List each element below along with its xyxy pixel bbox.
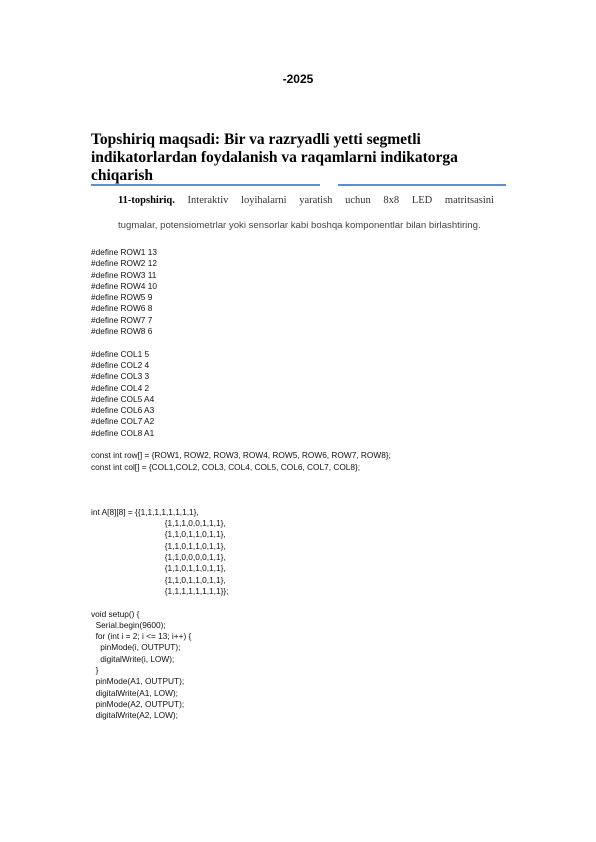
task-word: LED bbox=[411, 195, 433, 206]
task-word: yaratish bbox=[299, 195, 333, 206]
code-line: #define ROW7 7 bbox=[91, 314, 153, 325]
code-line: #define COL5 A4 bbox=[91, 393, 155, 404]
code-line: {1,1,0,1,1,0,1,1}, bbox=[91, 574, 226, 585]
code-line: digitalWrite(A1, LOW); bbox=[91, 687, 178, 698]
code-line: #define ROW4 10 bbox=[91, 280, 157, 291]
task-description bbox=[118, 194, 494, 233]
task-title: 11-topshiriq. bbox=[118, 195, 175, 206]
code-line: #define ROW2 12 bbox=[91, 258, 157, 269]
code-line: #define COL3 3 bbox=[91, 371, 150, 382]
code-line: #define COL1 5 bbox=[91, 348, 150, 359]
code-line bbox=[91, 473, 571, 484]
code-line: {1,1,0,0,0,0,1,1}, bbox=[91, 552, 226, 563]
task-word: uchun bbox=[345, 195, 371, 206]
code-line: digitalWrite(A2, LOW); bbox=[91, 710, 178, 721]
task-line-1 bbox=[118, 194, 494, 208]
code-line: {1,1,1,1,1,1,1,1}}; bbox=[91, 585, 229, 596]
task-word: 8x8 bbox=[383, 195, 400, 206]
code-line: pinMode(A2, OUTPUT); bbox=[91, 698, 185, 709]
code-line: void setup() { bbox=[91, 608, 140, 619]
code-block bbox=[91, 247, 571, 721]
code-line: #define COL8 A1 bbox=[91, 427, 155, 438]
divider-right bbox=[338, 184, 506, 186]
page-title: Topshiriq maqsadi: Bir va razryadli yetti segmetli indikatorlardan foydalanish va raqamlarni indikatorga chiqarish bbox=[91, 131, 458, 184]
code-line: #define ROW6 8 bbox=[91, 303, 153, 314]
code-line bbox=[91, 597, 571, 608]
code-line: int A[8][8] = {{1,1,1,1,1,1,1,1}, bbox=[91, 506, 199, 517]
code-line bbox=[91, 484, 571, 495]
task-word: matritsasini bbox=[444, 195, 494, 206]
code-line: {1,1,1,0,0,1,1,1}, bbox=[91, 518, 226, 529]
code-line: pinMode(A1, OUTPUT); bbox=[91, 676, 185, 687]
code-line: pinMode(i, OUTPUT); bbox=[91, 642, 181, 653]
code-line: digitalWrite(i, LOW); bbox=[91, 653, 175, 664]
divider-left bbox=[91, 184, 320, 186]
code-line: {1,1,0,1,1,0,1,1}, bbox=[91, 540, 226, 551]
code-line: const int row[] = {ROW1, ROW2, ROW3, ROW4, ROW5, ROW6, ROW7, ROW8}; bbox=[91, 450, 391, 461]
code-line: {1,1,0,1,1,0,1,1}, bbox=[91, 563, 226, 574]
code-line: #define COL2 4 bbox=[91, 359, 150, 370]
task-word: loyihalarni bbox=[241, 195, 287, 206]
document-year: -2025 bbox=[282, 72, 314, 86]
task-word: Interaktiv bbox=[187, 195, 229, 206]
code-line: } bbox=[91, 664, 99, 675]
task-line-2: tugmalar, potensiometrlar yoki sensorlar kabi boshqa komponentlar bilan birlashtiring. bbox=[118, 220, 481, 231]
code-line: #define COL4 2 bbox=[91, 382, 150, 393]
code-line: const int col[] = {COL1,COL2, COL3, COL4, COL5, COL6, COL7, COL8}; bbox=[91, 461, 361, 472]
code-line: for (int i = 2; i <= 13; i++) { bbox=[91, 631, 192, 642]
code-line: #define ROW1 13 bbox=[91, 247, 157, 257]
code-line: {1,1,0,1,1,0,1,1}, bbox=[91, 529, 226, 540]
code-line bbox=[91, 337, 571, 348]
code-line: Serial.begin(9600); bbox=[91, 619, 166, 630]
code-line: #define COL6 A3 bbox=[91, 405, 155, 416]
code-line bbox=[91, 496, 571, 507]
code-line: #define ROW3 11 bbox=[91, 269, 157, 280]
code-line: #define COL7 A2 bbox=[91, 416, 155, 427]
code-line: #define ROW8 6 bbox=[91, 326, 153, 337]
code-line: #define ROW5 9 bbox=[91, 292, 153, 303]
code-line bbox=[91, 439, 571, 450]
